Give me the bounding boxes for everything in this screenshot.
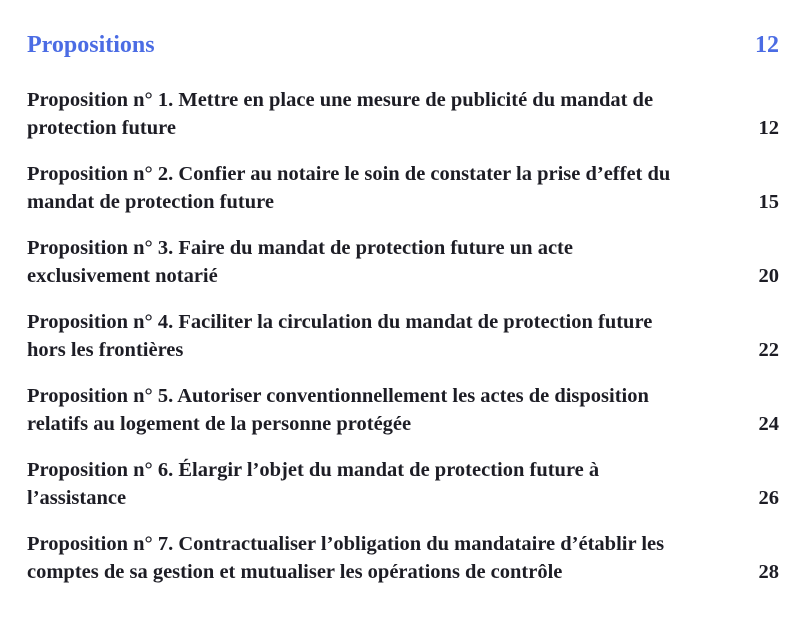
toc-entry-row — [27, 484, 779, 512]
toc-entry-page-number: 22 — [758, 339, 779, 361]
toc-entry-text-continued: comptes de sa gestion et mutualiser les opérations de contrôle — [27, 561, 563, 583]
toc-section-title: Propositions — [27, 32, 155, 58]
toc-entry-text: Proposition n° 1. Mettre en place une mesure de publicité du mandat de — [27, 89, 654, 111]
toc-entry-row — [27, 410, 779, 438]
toc-entry-text-continued: l’assistance — [27, 487, 127, 509]
toc-entry[interactable] — [27, 456, 779, 512]
toc-entry-page-number: 20 — [758, 265, 779, 287]
toc-entry-text-continued: hors les frontières — [27, 339, 184, 361]
toc-entry-page-number: 24 — [758, 413, 779, 435]
toc-entries — [27, 86, 779, 586]
toc-entry-text: Proposition n° 2. Confier au notaire le soin de constater la prise d’effet du — [27, 163, 671, 185]
toc-entry-text: Proposition n° 4. Faciliter la circulation du mandat de protection future — [27, 311, 653, 333]
toc-entry-text-continued: relatifs au logement de la personne protégée — [27, 413, 412, 435]
toc-entry-text-continued: protection future — [27, 117, 176, 139]
toc-entry[interactable] — [27, 234, 779, 290]
toc-entry-row — [27, 558, 779, 586]
toc-section-header[interactable] — [27, 31, 779, 60]
toc-entry-text: Proposition n° 5. Autoriser conventionnellement les actes de disposition — [27, 385, 649, 407]
toc-entry-text-continued: mandat de protection future — [27, 191, 274, 213]
toc-entry[interactable] — [27, 530, 779, 586]
toc-entry-page-number: 15 — [758, 191, 779, 213]
toc-entry[interactable] — [27, 160, 779, 216]
toc-entry-row — [27, 114, 779, 142]
toc-entry-text-continued: exclusivement notarié — [27, 265, 218, 287]
toc-entry-page-number: 26 — [758, 487, 779, 509]
toc-entry-row — [27, 262, 779, 290]
toc-entry-text: Proposition n° 6. Élargir l’objet du mandat de protection future à — [27, 459, 600, 481]
toc-entry-page-number: 28 — [758, 561, 779, 583]
toc-entry-page-number: 12 — [758, 117, 779, 139]
toc-entry-row — [27, 336, 779, 364]
toc-section-page-number: 12 — [755, 32, 779, 58]
toc-entry[interactable] — [27, 308, 779, 364]
toc-entry-text: Proposition n° 3. Faire du mandat de protection future un acte — [27, 237, 573, 259]
toc-entry[interactable] — [27, 86, 779, 142]
toc-entry[interactable] — [27, 382, 779, 438]
toc-entry-text: Proposition n° 7. Contractualiser l’obligation du mandataire d’établir les — [27, 533, 665, 555]
toc-entry-row — [27, 188, 779, 216]
